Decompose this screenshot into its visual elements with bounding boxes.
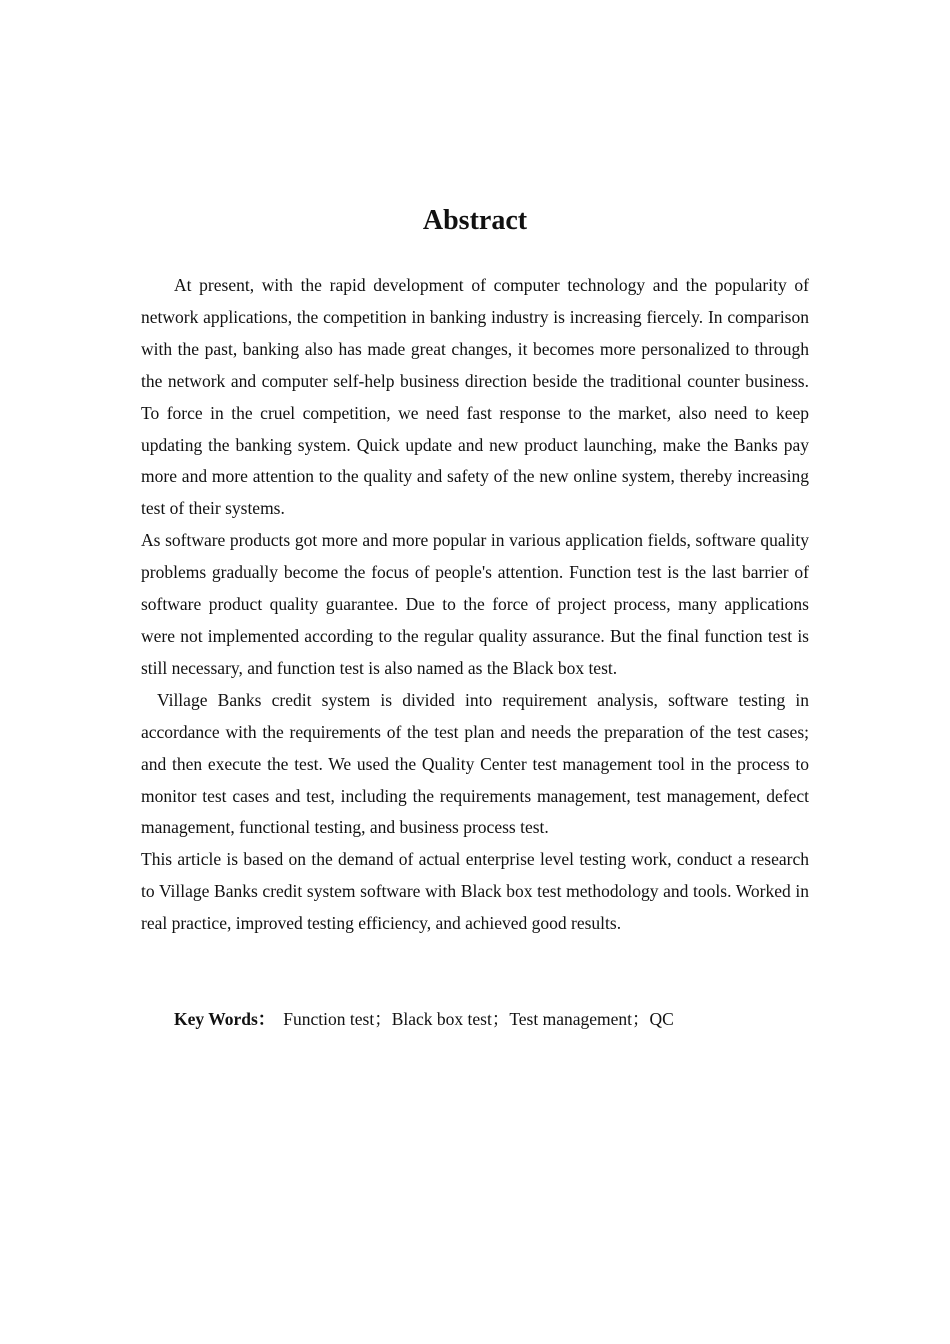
abstract-paragraph: At present, with the rapid development of computer technology and the popularity of network applications, the competition in banking industry is increasing fiercely. In comparison with the past, banking also has made great changes, it becomes more personalized to through the network and computer self-help business direction beside the traditional counter business. To force in the cruel competition, we need fast response to the market, also need to keep updating the banking system. Quick update and new product launching, make the Banks pay more and more attention to the quality and safety of the new online system, thereby increasing test of their systems. [141, 275, 809, 519]
abstract-body [141, 270, 809, 940]
abstract-paragraph: As software products got more and more popular in various application fields, software quality problems gradually become the focus of people's attention. Function test is the last barrier of software product quality guarantee. Due to the force of project process, many applications were not implemented according to the regular quality assurance. But the final function test is still necessary, and function test is also named as the Black box test. [141, 530, 809, 678]
keywords-line [174, 1004, 814, 1035]
abstract-paragraph: Village Banks credit system is divided into requirement analysis, software testing in accordance with the requirements of the test plan and needs the preparation of the test cases; and then execute the test. We used the Quality Center test management tool in the process to monitor test cases and test, including the requirements management, test management, defect management, functional testing, and business process test. [141, 689, 809, 838]
keywords-label: Key Words： [174, 1009, 276, 1029]
abstract-paragraph: This article is based on the demand of actual enterprise level testing work, conduct a research to Village Banks credit system software with Black box test methodology and tools. Worked in real practice, improved testing efficiency, and achieved good results. [141, 849, 809, 934]
keywords-list: Function test；Black box test；Test management；QC [283, 1009, 674, 1029]
page-title: Abstract [422, 205, 528, 236]
